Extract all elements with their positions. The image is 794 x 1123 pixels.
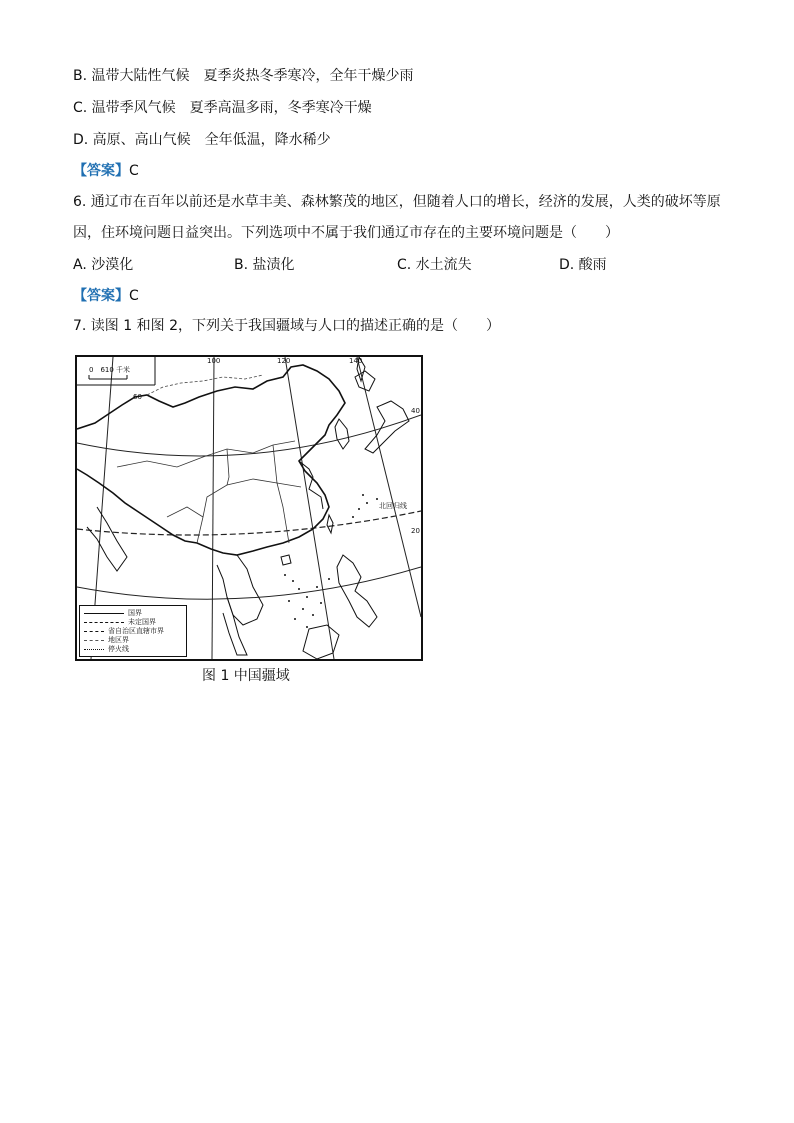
tropic-of-cancer-line bbox=[77, 511, 421, 535]
question-6-line-1: 6. 通辽市在百年以前还是水草丰美、森林繁茂的地区，但随着人口的增长，经济的发展，人类的破坏等原 bbox=[73, 194, 721, 210]
longitude-label: 140 bbox=[349, 357, 363, 365]
question-7: 7. 读图 1 和图 2，下列关于我国疆域与人口的描述正确的是（ ） bbox=[73, 318, 500, 334]
legend-symbol bbox=[84, 640, 104, 641]
south-china-sea-islands bbox=[284, 494, 378, 628]
legend-label: 地区界 bbox=[108, 636, 129, 644]
answer-value: C bbox=[129, 163, 139, 179]
hainan-island bbox=[281, 555, 291, 565]
legend-item bbox=[84, 636, 129, 644]
meridian-line bbox=[357, 357, 421, 617]
legend-label: 国界 bbox=[128, 609, 142, 617]
legend-symbol bbox=[84, 649, 104, 650]
legend-item bbox=[84, 618, 156, 626]
meridian-line bbox=[212, 357, 214, 659]
figure-caption: 图 1 中国疆域 bbox=[202, 668, 290, 684]
answer-tag: 【答案】 bbox=[73, 163, 129, 179]
longitude-label: 120 bbox=[277, 357, 291, 365]
scale-label: 0 610 千米 bbox=[89, 366, 131, 374]
legend-label: 停火线 bbox=[108, 645, 129, 653]
meridian-line bbox=[285, 357, 334, 659]
answer-tag: 【答案】 bbox=[73, 288, 129, 304]
option-6a: A. 沙漠化 bbox=[73, 257, 134, 273]
legend-symbol bbox=[84, 613, 124, 614]
mongolia-border bbox=[147, 375, 263, 395]
philippines bbox=[337, 555, 377, 627]
latitude-label: 60 bbox=[133, 393, 142, 401]
option-5b: B. 温带大陆性气候 夏季炎热冬季寒冷，全年干燥少雨 bbox=[73, 68, 414, 84]
legend-label: 未定国界 bbox=[128, 618, 156, 626]
korea-peninsula bbox=[335, 419, 349, 449]
taiwan-island bbox=[327, 515, 333, 533]
legend-item bbox=[84, 645, 129, 653]
latitude-label: 40 bbox=[411, 407, 420, 415]
option-6b: B. 盐渍化 bbox=[234, 257, 295, 273]
answer-5 bbox=[73, 161, 139, 181]
malay-peninsula bbox=[223, 597, 247, 655]
option-6c: C. 水土流失 bbox=[397, 257, 472, 273]
province-border bbox=[167, 507, 203, 517]
parallel-line bbox=[77, 567, 421, 599]
province-border bbox=[273, 445, 289, 543]
latitude-label: 20 bbox=[411, 527, 420, 535]
question-6-line-2: 因，住环境问题日益突出。下列选项中不属于我们通辽市存在的主要环境问题是（ ） bbox=[73, 225, 619, 241]
legend-label: 省自治区直辖市界 bbox=[108, 627, 164, 635]
answer-6 bbox=[73, 286, 139, 306]
option-5c: C. 温带季风气候 夏季高温多雨，冬季寒冷干燥 bbox=[73, 100, 372, 116]
legend-item bbox=[84, 609, 142, 617]
parallel-line bbox=[77, 415, 421, 456]
option-5d: D. 高原、高山气候 全年低温，降水稀少 bbox=[73, 132, 331, 148]
legend-symbol bbox=[84, 631, 104, 632]
longitude-label: 100 bbox=[207, 357, 221, 365]
province-border bbox=[117, 441, 295, 467]
answer-value: C bbox=[129, 288, 139, 304]
option-6d: D. 酸雨 bbox=[559, 257, 607, 273]
china-territory-map bbox=[75, 355, 423, 661]
map-legend bbox=[79, 605, 187, 657]
coastline bbox=[87, 507, 127, 571]
tropic-label: 北回归线 bbox=[379, 502, 407, 510]
china-border bbox=[77, 365, 345, 555]
province-border bbox=[227, 449, 229, 485]
legend-symbol bbox=[84, 622, 124, 623]
legend-item bbox=[84, 627, 164, 635]
